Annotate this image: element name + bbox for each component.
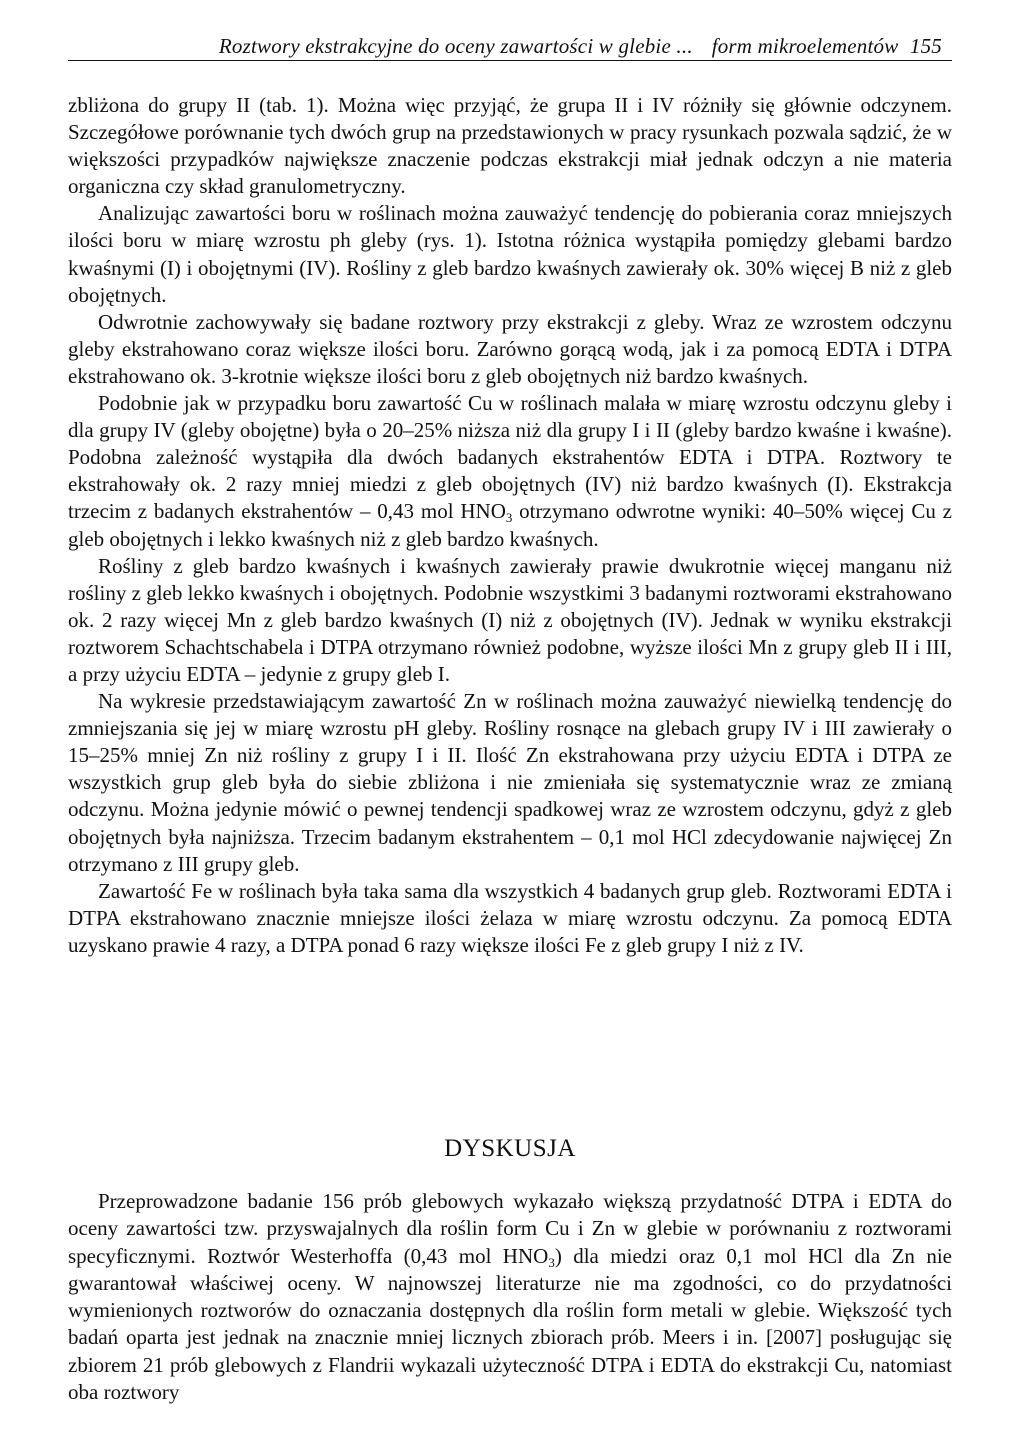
paragraph-text: Zawartość Fe w roślinach była taka sama dla wszystkich 4 badanych grup gleb. Roztworami EDTA i DTPA ekstrahowano znacznie mniejsze ilości żelaza w miarę wzrostu odczynu. Za pomocą EDTA uzyskano prawie 4 razy, a DTPA ponad 6 razy większe ilości Fe z gleb grupy I niż z IV. <box>68 878 952 957</box>
paragraph-zinc <box>68 688 952 878</box>
paragraph-text: ) dla miedzi oraz 0,1 mol HCl dla Zn nie gwarantował właściwej oceny. W najnowszej literaturze nie ma zgodności, co do przydatności wymienionych roztworów do oznaczania dostępnych dla roślin form metali w glebie. Większość tych badań oparta jest jednak na znacznie mniej licznych zbiorach prób. Meers i in. [2007] posługując się zbiorem 21 prób glebowych z Flandrii wykazali użyteczność DTPA i EDTA do ekstrakcji Cu, natomiast oba roztwory <box>68 1243 952 1405</box>
paragraph-text: Na wykresie przedstawiającym zawartość Zn w roślinach można zauważyć niewielką tendencję do zmniejszania się jej w miarę wzrostu pH gleby. Rośliny rosnące na glebach grupy IV i III zawierały o 15–25% mniej Zn niż rośliny z grupy I i II. Ilość Zn ekstrahowana przy użyciu EDTA i DTPA ze wszystkich grup gleb była do siebie zbliżona i nie zmieniała się systematycznie wraz ze zmianą odczynu. Można jedynie mówić o pewnej tendencji spadkowej wraz ze wzrostem odczynu, gdyż z gleb obojętnych była najniższa. Trzecim badanym ekstrahentem – 0,1 mol HCl zdecydowanie najwięcej Zn otrzymano z III grupy gleb. <box>68 689 952 876</box>
paragraph-text: otrzymano odwrotne wyniki: 40–50% więcej Cu z gleb obojętnych i lekko kwaśnych niż z gleb bardzo kwaśnych. <box>68 499 952 551</box>
subscript: 3 <box>548 1254 555 1270</box>
paragraph-text: Przeprowadzone badanie 156 prób glebowych wykazało większą przydatność DTPA i EDTA do oceny zawartości tzw. przyswajalnych dla roślin form Cu i Zn w glebie w porównaniu z roztworami specyficznymi. Roztwór Westerhoffa (0,43 mol HNO <box>68 1189 952 1268</box>
paragraph-text: Podobnie jak w przypadku boru zawartość Cu w roślinach malała w miarę wzrostu odczynu gleby i dla grupy IV (gleby obojętne) była o 20–25% niższa niż dla grupy I i II (gleby bardzo kwaśne i kwaśne). Podobna zależność wystąpiła dla dwóch badanych ekstrahentów EDTA i DTPA. Roztwory te ekstrahowały ok. 2 razy mniej miedzi z gleb obojętnych (IV) niż bardzo kwaśnych (I). Ekstrakcja trzecim z badanych ekstrahentów – 0,43 mol HNO <box>68 391 952 524</box>
results-text <box>68 92 952 959</box>
paragraph-text: zbliżona do grupy II (tab. 1). Można więc przyjąć, że grupa II i IV różniły się głównie odczynem. Szczegółowe porównanie tych dwóch grup na przedstawionych w pracy rysunkach pozwala sądzić, że w większości przypadków największe znaczenie podczas ekstrakcji miał jednak odczyn a nie materia organiczna czy skład granulometryczny. <box>68 93 952 199</box>
running-header-text <box>219 34 942 59</box>
running-header <box>68 30 952 61</box>
paragraph-boron-extraction <box>68 309 952 390</box>
header-title-left: Roztwory ekstrakcyjne do oceny zawartości w glebie ... <box>218 34 693 58</box>
paragraph-text: Rośliny z gleb bardzo kwaśnych i kwaśnych zawierały prawie dwukrotnie więcej manganu niż rośliny z gleb lekko kwaśnych i obojętnych. Podobnie wszystkimi 3 badanymi roztworami ekstrahowano ok. 2 razy więcej Mn z gleb bardzo kwaśnych (I) niż z obojętnych (IV). Jednak w wyniku ekstrakcji roztworem Schachtschabela i DTPA otrzymano również podobne, wyższe ilości Mn z grupy gleb II i III, a przy użyciu EDTA – jedynie z grupy gleb I. <box>68 553 952 686</box>
paragraph-continuation <box>68 92 952 200</box>
discussion-text <box>68 1188 952 1406</box>
paragraph-boron-plants <box>68 200 952 308</box>
paragraph-manganese <box>68 553 952 688</box>
subscript: 3 <box>505 510 513 526</box>
paragraph-text: Analizując zawartości boru w roślinach można zauważyć tendencję do pobierania coraz mniejszych ilości boru w miarę wzrostu ph gleby (rys. 1). Istotna różnica wystąpiła pomiędzy glebami bardzo kwaśnymi (I) i obojętnymi (IV). Rośliny z gleb bardzo kwaśnych zawierały ok. 30% więcej B niż z gleb obojętnych. <box>68 201 952 307</box>
paragraph-text: Odwrotnie zachowywały się badane roztwory przy ekstrakcji z gleby. Wraz ze wzrostem odczynu gleby ekstrahowano coraz większe ilości boru. Zarówno gorącą wodą, jak i za pomocą EDTA i DTPA ekstrahowano ok. 3-krotnie większe ilości boru z gleb obojętnych niż bardzo kwaśnych. <box>68 309 952 388</box>
header-title-right: form mikroelementów <box>711 34 899 58</box>
paragraph-iron <box>68 878 952 959</box>
paragraph-discussion <box>68 1188 952 1406</box>
section-heading: DYSKUSJA <box>444 1135 576 1162</box>
page-number: 155 <box>909 34 942 58</box>
paragraph-copper <box>68 390 952 553</box>
